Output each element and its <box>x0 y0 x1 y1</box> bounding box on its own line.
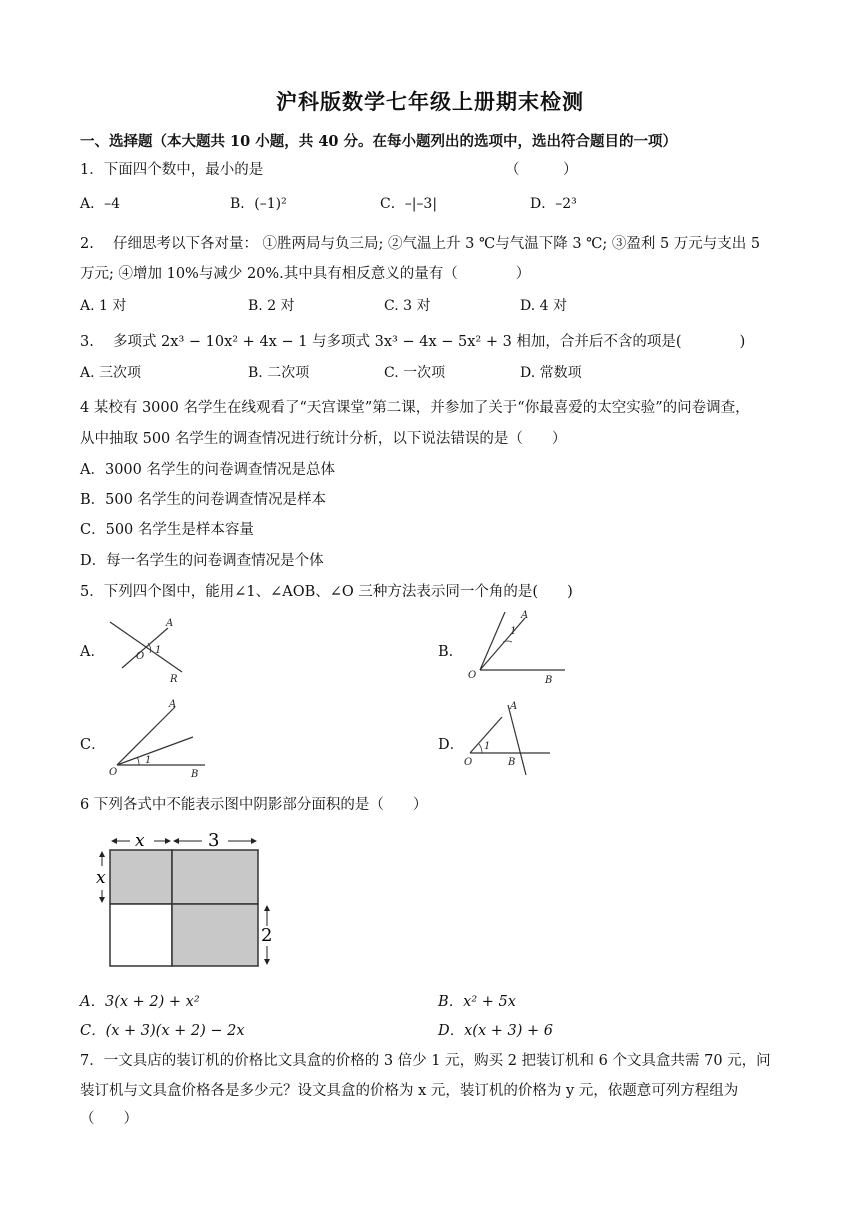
question-2-line2: 万元; ④增加 10%与减少 20%.其中具有相反意义的量有（ ） <box>80 266 531 282</box>
q4-option-a: A．3000 名学生的问卷调查情况是总体 <box>80 462 335 478</box>
fig-b-letter-o: O <box>468 670 477 681</box>
fig-a-letter-o: O <box>136 651 145 662</box>
q1-option-a: A．–4 <box>80 196 121 212</box>
question-3-stem: 3. 多项式 2x³ − 10x² + 4x − 1 与多项式 3x³ − 4x − 5x² + 3 相加，合并后不含的项是( ) <box>80 334 746 350</box>
q5-label-c: C． <box>80 737 106 753</box>
question-1-paren: （ ） <box>505 162 578 178</box>
question-7-line2: 装订机与文具盒价格各是多少元？设文具盒的价格为 x 元，装订机的价格为 y 元，依题意可列方程组为 <box>80 1083 739 1099</box>
q3-option-a: A. 三次项 <box>80 365 142 381</box>
q6-label-two: 2 <box>261 925 273 946</box>
q5-figure-b <box>465 606 575 686</box>
fig-b-letter-a: A <box>521 610 529 621</box>
q1-option-b: B．(–1)² <box>230 196 287 212</box>
fig-b-letter-b: B <box>545 675 553 686</box>
q2-option-b: B. 2 对 <box>248 298 295 314</box>
fig-a-letter-r: R <box>170 674 178 685</box>
question-6-stem: 6 下列各式中不能表示图中阴影部分面积的是（ ） <box>80 797 428 813</box>
fig-a-label-1: 1 <box>155 645 162 656</box>
q2-option-c: C. 3 对 <box>384 298 431 314</box>
q1-option-c: C．–|–3| <box>380 196 438 212</box>
q4-option-c: C．500 名学生是样本容量 <box>80 522 254 538</box>
q5-label-d: D． <box>438 737 465 753</box>
question-7-line1: 7．一文具店的装订机的价格比文具盒的价格的 3 倍少 1 元，购买 2 把装订机和 6 个文具盒共需 70 元，问 <box>80 1053 771 1069</box>
q6-area-figure <box>90 828 280 973</box>
question-7-paren: （ ） <box>80 1111 138 1127</box>
question-2-line1: 2. 仔细思考以下各对量： ①胜两局与负三局; ②气温上升 3 ℃与气温下降 3 ℃; ③盈利 5 万元与支出 5 <box>80 236 761 252</box>
q3-option-d: D. 常数项 <box>520 365 582 381</box>
q3-option-b: B. 二次项 <box>248 365 310 381</box>
q5-figure-c <box>105 697 215 782</box>
fig-c-letter-a: A <box>169 699 177 710</box>
q3-option-c: C. 一次项 <box>384 365 446 381</box>
q4-option-b: B．500 名学生的问卷调查情况是样本 <box>80 492 326 508</box>
question-4-line1: 4 某校有 3000 名学生在线观看了“天宫课堂”第二课，并参加了关于“你最喜爱的太空实验”的问卷调查， <box>80 400 750 416</box>
q6-option-a: A．3(x + 2) + x² <box>80 994 200 1010</box>
q6-option-b: B．x² + 5x <box>438 994 516 1010</box>
q6-option-c: C．(x + 3)(x + 2) − 2x <box>80 1023 245 1039</box>
q5-label-b: B． <box>438 644 464 660</box>
fig-c-letter-b: B <box>191 769 199 780</box>
fig-d-letter-o: O <box>464 757 473 768</box>
fig-d-label-1: 1 <box>484 741 491 752</box>
q2-option-a: A. 1 对 <box>80 298 127 314</box>
fig-c-label-1: 1 <box>145 755 152 766</box>
fig-b-label-1: 1 <box>510 626 517 637</box>
q6-option-d: D．x(x + 3) + 6 <box>438 1023 553 1039</box>
q2-option-d: D. 4 对 <box>520 298 567 314</box>
question-1-stem: 1．下面四个数中，最小的是 <box>80 162 264 178</box>
q6-label-x-left: x <box>96 868 106 888</box>
q4-option-d: D．每一名学生的问卷调查情况是个体 <box>80 553 324 569</box>
q6-label-three: 3 <box>208 830 220 851</box>
q5-label-a: A． <box>80 644 105 660</box>
q6-label-x-top: x <box>135 831 145 851</box>
q5-figure-a <box>100 610 200 685</box>
fig-c-letter-o: O <box>109 767 118 778</box>
fig-d-letter-b: B <box>508 757 516 768</box>
q1-option-d: D．–2³ <box>530 196 577 212</box>
fig-a-letter-a: A <box>166 618 174 629</box>
question-4-line2: 从中抽取 500 名学生的调查情况进行统计分析，以下说法错误的是（ ） <box>80 431 567 447</box>
section-heading: 一、选择题（本大题共 10 小题，共 40 分。在每小题列出的选项中，选出符合题目的一项） <box>80 133 678 150</box>
q5-figure-d <box>460 697 560 782</box>
page-title: 沪科版数学七年级上册期末检测 <box>276 89 584 114</box>
question-5-stem: 5．下列四个图中，能用∠1、∠AOB、∠O 三种方法表示同一个角的是( ) <box>80 584 573 600</box>
fig-d-letter-a: A <box>510 701 518 712</box>
